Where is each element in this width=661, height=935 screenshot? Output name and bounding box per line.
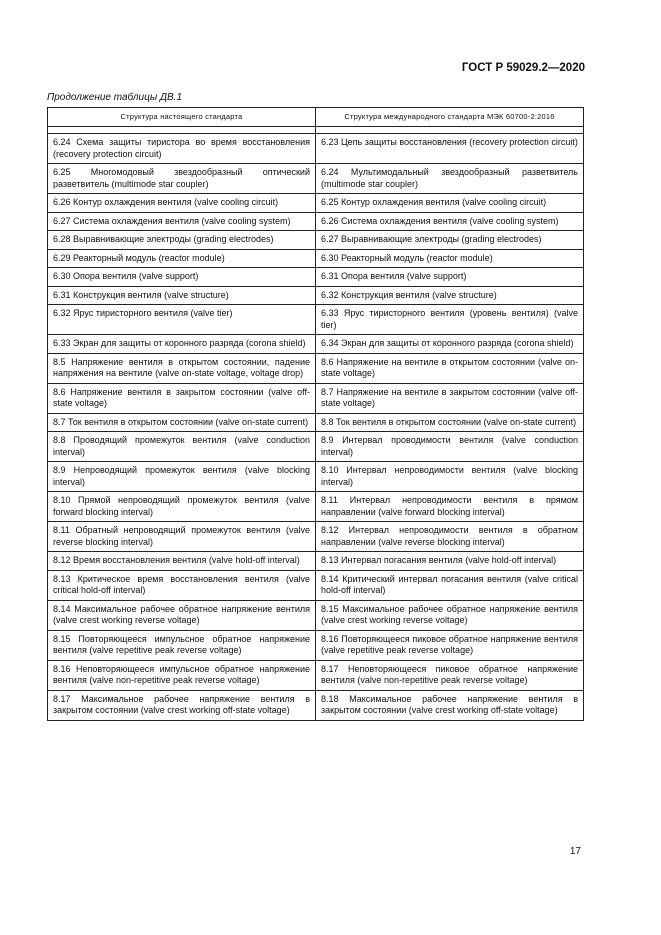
cell-international-clause: 8.8 Ток вентиля в открытом состоянии (valve on-state current) [316,413,584,432]
cell-national-clause: 6.27 Система охлаждения вентиля (valve cooling system) [48,212,316,231]
table-row [48,305,584,335]
cell-national-clause: 8.11 Обратный непроводящий промежуток вентиля (valve reverse blocking interval) [48,522,316,552]
table-header-row [48,108,584,127]
cell-national-clause: 6.26 Контур охлаждения вентиля (valve cooling circuit) [48,194,316,213]
table-row [48,600,584,630]
cell-international-clause: 6.31 Опора вентиля (valve support) [316,268,584,287]
cell-national-clause: 6.28 Выравнивающие электроды (grading electrodes) [48,231,316,250]
cell-national-clause: 8.7 Ток вентиля в открытом состоянии (valve on-state current) [48,413,316,432]
cell-national-clause: 8.6 Напряжение вентиля в закрытом состоянии (valve off-state voltage) [48,383,316,413]
table-row [48,249,584,268]
cell-national-clause: 6.32 Ярус тиристорного вентиля (valve tier) [48,305,316,335]
cell-national-clause: 6.33 Экран для защиты от коронного разряда (corona shield) [48,335,316,354]
cell-international-clause: 8.9 Интервал проводимости вентиля (valve conduction interval) [316,432,584,462]
header-separator-row [48,127,584,134]
cell-international-clause: 8.16 Повторяющееся пиковое обратное напряжение вентиля (valve repetitive peak reverse voltage) [316,630,584,660]
separator-cell [316,127,584,134]
cell-national-clause: 8.5 Напряжение вентиля в открытом состоянии, падение напряжения на вентиле (valve on-state voltage, voltage drop) [48,353,316,383]
cell-international-clause: 6.33 Ярус тиристорного вентиля (уровень вентиля) (valve tier) [316,305,584,335]
cell-international-clause: 8.6 Напряжение на вентиле в открытом состоянии (valve on-state voltage) [316,353,584,383]
table-row [48,432,584,462]
cell-international-clause: 6.26 Система охлаждения вентиля (valve cooling system) [316,212,584,231]
cell-international-clause: 6.23 Цепь защиты восстановления (recovery protection circuit) [316,134,584,164]
table-row [48,335,584,354]
column-header-national: Структура настоящего стандарта [48,108,316,127]
table-caption: Продолжение таблицы ДВ.1 [47,92,183,103]
cell-international-clause: 6.25 Контур охлаждения вентиля (valve cooling circuit) [316,194,584,213]
table-row [48,630,584,660]
cell-national-clause: 8.17 Максимальное рабочее напряжение вентиля в закрытом состоянии (valve crest working off-state voltage) [48,690,316,720]
cell-international-clause: 6.34 Экран для защиты от коронного разряда (corona shield) [316,335,584,354]
separator-cell [48,127,316,134]
cell-national-clause: 6.31 Конструкция вентиля (valve structure) [48,286,316,305]
cell-international-clause: 8.10 Интервал непроводимости вентиля (valve blocking interval) [316,462,584,492]
cell-international-clause: 8.11 Интервал непроводимости вентиля в прямом направлении (valve forward blocking interval) [316,492,584,522]
table-row [48,462,584,492]
cell-national-clause: 8.13 Критическое время восстановления вентиля (valve critical hold-off interval) [48,570,316,600]
table-row [48,164,584,194]
table-row [48,660,584,690]
table-row [48,353,584,383]
table-row [48,522,584,552]
column-header-international: Структура международного стандарта МЭК 60700-2:2016 [316,108,584,127]
cell-national-clause: 8.12 Время восстановления вентиля (valve hold-off interval) [48,552,316,571]
cell-international-clause: 6.27 Выравнивающие электроды (grading electrodes) [316,231,584,250]
cell-international-clause: 8.15 Максимальное рабочее обратное напряжение вентиля (valve crest working reverse voltage) [316,600,584,630]
cell-national-clause: 8.9 Непроводящий промежуток вентиля (valve blocking interval) [48,462,316,492]
cell-international-clause: 8.18 Максимальное рабочее напряжение вентиля в закрытом состоянии (valve crest working off-state voltage) [316,690,584,720]
page-number: 17 [569,846,581,857]
table-row [48,194,584,213]
cell-international-clause: 8.7 Напряжение на вентиле в закрытом состоянии (valve off-state voltage) [316,383,584,413]
table-row [48,212,584,231]
cell-national-clause: 8.10 Прямой непроводящий промежуток вентиля (valve forward blocking interval) [48,492,316,522]
cell-international-clause: 6.32 Конструкция вентиля (valve structure) [316,286,584,305]
cell-national-clause: 8.8 Проводящий промежуток вентиля (valve conduction interval) [48,432,316,462]
cell-international-clause: 6.24 Мультимодальный звездообразный разветвитель (multimode star coupler) [316,164,584,194]
cell-international-clause: 8.12 Интервал непроводимости вентиля в обратном направлении (valve reverse blocking interval) [316,522,584,552]
table-row [48,286,584,305]
table-row [48,690,584,720]
table-row [48,383,584,413]
cell-international-clause: 8.14 Критический интервал погасания вентиля (valve critical hold-off interval) [316,570,584,600]
cell-international-clause: 6.30 Реакторный модуль (reactor module) [316,249,584,268]
cell-national-clause: 8.14 Максимальное рабочее обратное напряжение вентиля (valve crest working reverse voltage) [48,600,316,630]
table-row [48,492,584,522]
cell-national-clause: 6.25 Многомодовый звездообразный оптический разветвитель (multimode star coupler) [48,164,316,194]
document-code: ГОСТ Р 59029.2—2020 [461,62,585,74]
table-row [48,570,584,600]
cell-national-clause: 8.16 Неповторяющееся импульсное обратное напряжение вентиля (valve non-repetitive peak reverse voltage) [48,660,316,690]
cell-national-clause: 6.24 Схема защиты тиристора во время восстановления (recovery protection circuit) [48,134,316,164]
table-row [48,231,584,250]
cell-national-clause: 6.29 Реакторный модуль (reactor module) [48,249,316,268]
table-row [48,268,584,287]
cell-national-clause: 8.15 Повторяющееся импульсное обратное напряжение вентиля (valve repetitive peak reverse voltage) [48,630,316,660]
correspondence-table [47,107,584,721]
cell-national-clause: 6.30 Опора вентиля (valve support) [48,268,316,287]
table-row [48,134,584,164]
cell-international-clause: 8.17 Неповторяющееся пиковое обратное напряжение вентиля (valve non-repetitive peak reverse voltage) [316,660,584,690]
table-row [48,552,584,571]
table-row [48,413,584,432]
cell-international-clause: 8.13 Интервал погасания вентиля (valve hold-off interval) [316,552,584,571]
